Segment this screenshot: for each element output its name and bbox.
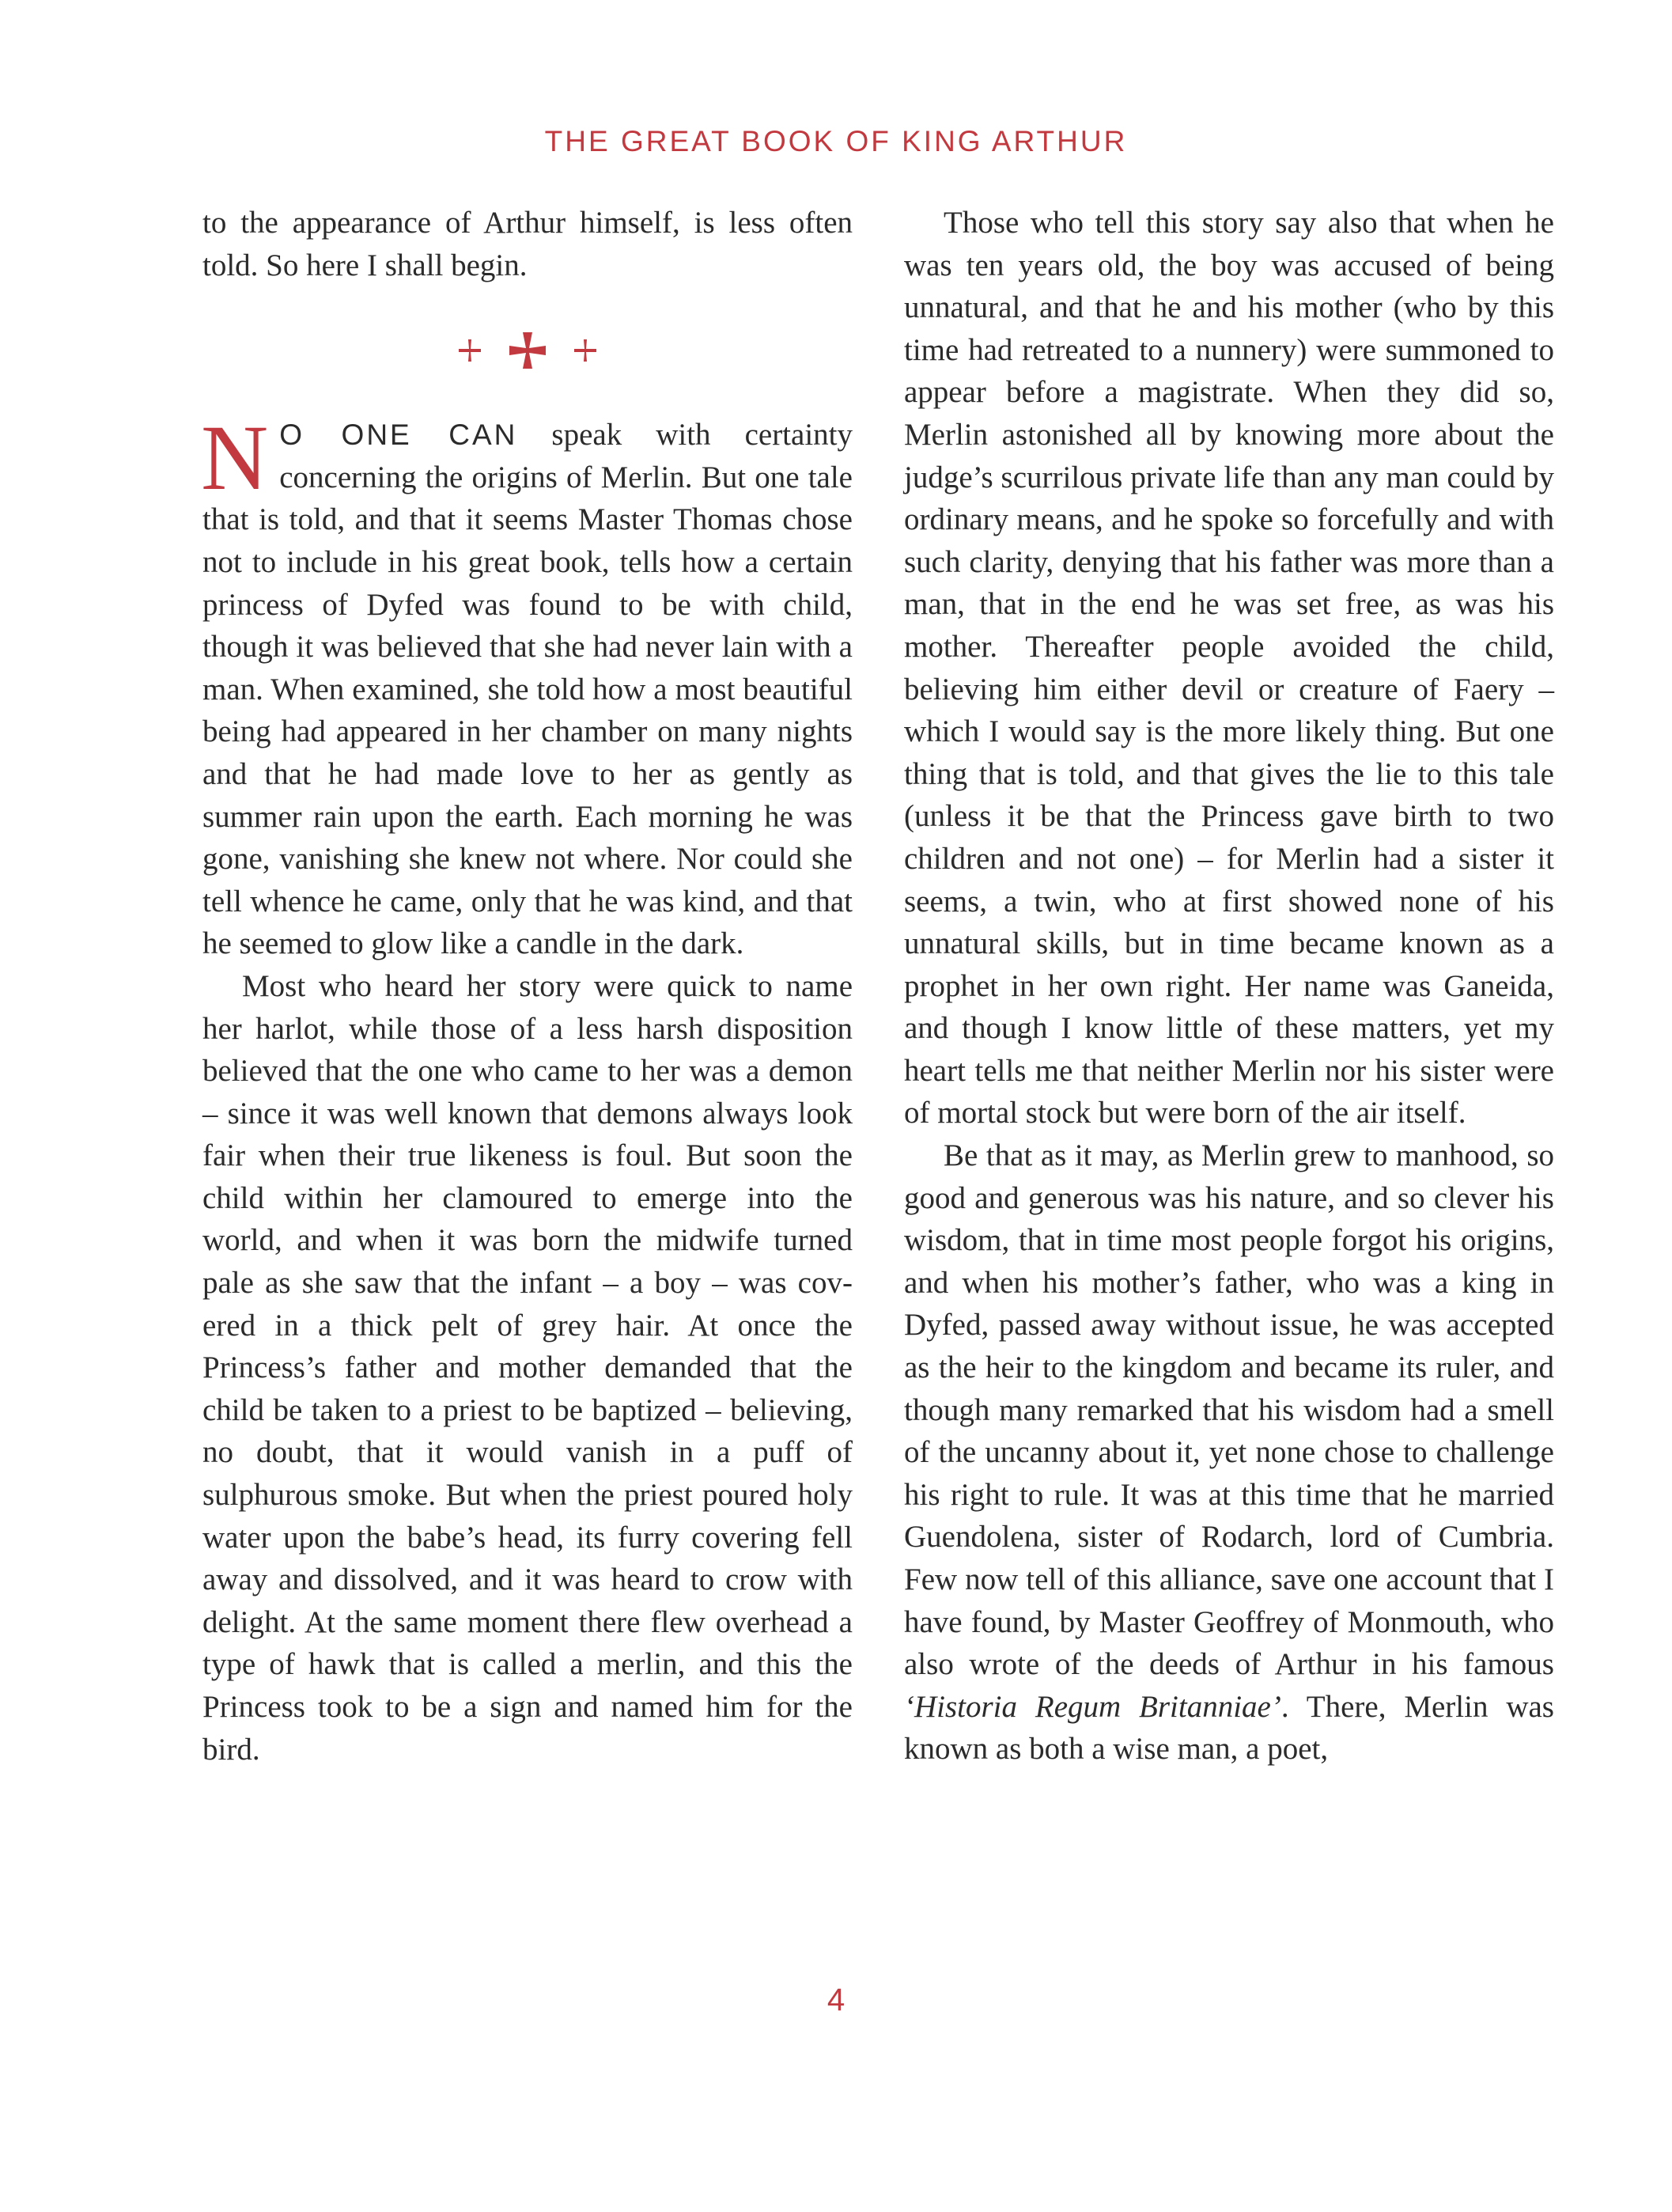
left-paragraph-2 xyxy=(201,406,853,965)
left-paragraph-2-text: speak with certainty concerning the origins of Merlin. But one tale that is told, and that it seems Master Thomas chose not to include in his great book, tells how a certain princess of Dyfed was found to be with child, though it was believed that she had never lain with a man. When examined, she told how a most beautiful being had appeared in her chamber on many nights and that he had made love to her as gently as summer rain upon the earth. Each morning he was gone, vanishing she knew not where. Nor could she tell whence he came, only that he was kind, and that he seemed to glow like a candle in the dark. xyxy=(202,418,853,961)
lead-words: O ONE CAN xyxy=(279,419,518,452)
page-number: 4 xyxy=(827,1983,845,2017)
left-paragraph-3: Most who heard her story were quick to name her harlot, while those of a less harsh disposition believed that the one who came to her was a demon – since it was well known that demons always look fair when their true likeness is foul. But soon the child within her clamoured to emerge into the world, and when it was born the midwife turned pale as she saw that the infant – a boy – was covered in a thick pelt of grey hair. At once the Princess’s father and mother demanded that the child be taken to a priest to be baptized – believing, no doubt, that it would vanish in a puff of sulphurous smoke. But when the priest poured holy water upon the babe’s head, its furry covering fell away and dissolved, and it was heard to crow with delight. At the same moment there flew overhead a type of hawk that is called a merlin, and this the Princess took to be a sign and named him for the bird. xyxy=(202,968,853,1767)
right-paragraph-2-tail: . There, Merlin was known as both a wise man, a poet, xyxy=(904,1689,1554,1767)
book-title: ‘Historia Regum Britanniae’ xyxy=(904,1689,1281,1724)
right-paragraph-2-text: Be that as it may, as Merlin grew to manhood, so good and generous was his nature, and so clever his wisdom, that in time most people forgot his origins, and when his mother’s father, who was a king in Dyfed, passed away without issue, he was accepted as the heir to the kingdom and became its ruler, and though many remarked that his wisdom had a smell of the uncanny about it, yet none chose to challenge his right to rule. It was at this time that he married Guendolena, sister of Rodarch, lord of Cumbria. Few now tell of this alliance, save one account that I have found, by Master Geoffrey of Monmouth, who also wrote of the deeds of Arthur in his famous xyxy=(904,1138,1554,1682)
drop-cap: N xyxy=(201,406,269,510)
small-cross-icon xyxy=(573,339,597,362)
small-cross-icon xyxy=(458,339,482,362)
running-head: THE GREAT BOOK OF KING ARTHUR xyxy=(544,125,1128,157)
right-paragraph-1: Those who tell this story say also that when he was ten years old, the boy was accused of being unnatural, and that he and his mother (who by this time had retreated to a nunnery) were summoned to appear before a magistrate. When they did so, Merlin astonished all by knowing more about the judge’s scurrilous private life than any man could by ordinary means, and he spoke so forcefully and with such clarity, denying that his father was more than a man, that in the end he was set free, as was his mother. Thereafter people avoided the child, believing him either devil or creature of Faery – which I would say is the more likely thing. But one thing that is told, and that gives the lie to this tale (unless it be that the Princess gave birth to two children and not one) – for Merlin had a sister it seems, a twin, who at first showed none of his unnatural skills, but in time became known as a prophet in her own right. Her name was Ganeida, and though I know little of these matters, yet my heart tells me that neither Merlin nor his sister were of mortal stock but were born of the air itself. xyxy=(904,206,1554,1131)
right-column xyxy=(904,202,1554,1771)
large-cross-icon xyxy=(509,331,547,369)
section-ornament xyxy=(202,286,853,414)
left-column xyxy=(202,202,853,1771)
right-paragraph-2 xyxy=(904,1134,1554,1771)
left-paragraph-1: to the appearance of Arthur himself, is less often told. So here I shall begin. xyxy=(202,206,853,282)
